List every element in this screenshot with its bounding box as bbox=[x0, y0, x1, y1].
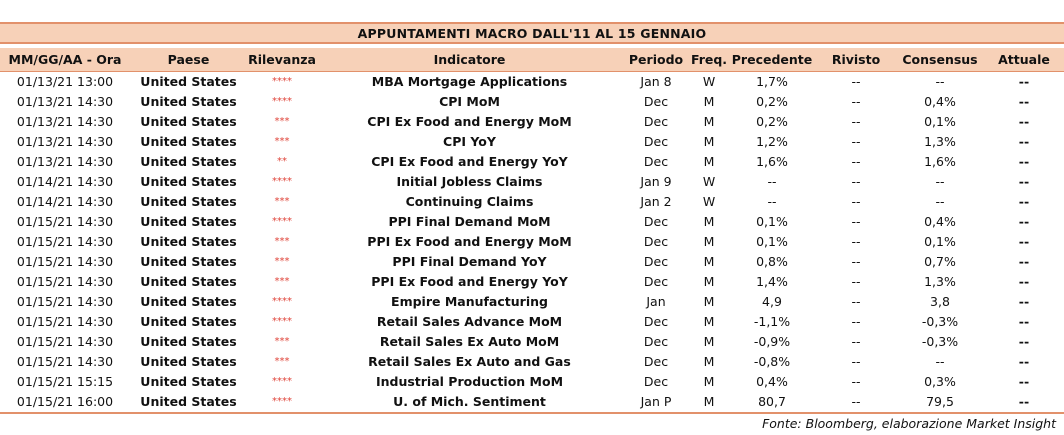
cell-revised: -- bbox=[851, 134, 861, 149]
cell-period: Dec bbox=[643, 94, 669, 109]
cell-previous: 0,2% bbox=[756, 114, 788, 129]
header-indicator: Indicatore bbox=[433, 52, 506, 67]
cell-date: 01/15/21 14:30 bbox=[16, 234, 114, 249]
header-country: Paese bbox=[167, 52, 210, 67]
cell-actual: -- bbox=[1018, 94, 1030, 109]
cell-country: United States bbox=[140, 134, 237, 149]
cell-country: United States bbox=[140, 94, 237, 109]
cell-period: Dec bbox=[643, 254, 669, 269]
cell-actual: -- bbox=[1018, 174, 1030, 189]
cell-period: Dec bbox=[643, 274, 669, 289]
cell-date: 01/15/21 14:30 bbox=[16, 294, 114, 309]
cell-consensus: 79,5 bbox=[926, 394, 954, 409]
cell-date: 01/13/21 14:30 bbox=[16, 154, 114, 169]
table-row bbox=[0, 132, 1064, 152]
cell-consensus: 0,1% bbox=[924, 234, 956, 249]
cell-freq: M bbox=[703, 94, 715, 109]
cell-revised: -- bbox=[851, 154, 861, 169]
cell-relevance-stars: **** bbox=[272, 396, 292, 407]
cell-previous: 1,7% bbox=[756, 74, 788, 89]
cell-freq: M bbox=[703, 154, 715, 169]
cell-actual: -- bbox=[1018, 114, 1030, 129]
cell-freq: M bbox=[703, 314, 715, 329]
cell-date: 01/14/21 14:30 bbox=[16, 194, 114, 209]
cell-relevance-stars: ** bbox=[277, 156, 287, 167]
table-body bbox=[0, 72, 1064, 414]
cell-relevance-stars: *** bbox=[274, 236, 290, 247]
cell-period: Dec bbox=[643, 334, 669, 349]
cell-date: 01/13/21 14:30 bbox=[16, 94, 114, 109]
cell-indicator: CPI MoM bbox=[439, 94, 500, 109]
cell-freq: M bbox=[703, 254, 715, 269]
cell-actual: -- bbox=[1018, 334, 1030, 349]
cell-relevance-stars: *** bbox=[274, 136, 290, 147]
cell-indicator: PPI Final Demand YoY bbox=[392, 254, 547, 269]
table-row bbox=[0, 232, 1064, 252]
cell-revised: -- bbox=[851, 334, 861, 349]
cell-consensus: 1,3% bbox=[924, 134, 956, 149]
cell-relevance-stars: **** bbox=[272, 376, 292, 387]
cell-revised: -- bbox=[851, 214, 861, 229]
cell-period: Jan 9 bbox=[640, 174, 672, 189]
cell-revised: -- bbox=[851, 374, 861, 389]
cell-date: 01/13/21 13:00 bbox=[16, 74, 114, 89]
cell-period: Jan bbox=[646, 294, 666, 309]
table-row bbox=[0, 332, 1064, 352]
cell-date: 01/15/21 15:15 bbox=[16, 374, 114, 389]
cell-relevance-stars: *** bbox=[274, 356, 290, 367]
cell-period: Dec bbox=[643, 314, 669, 329]
cell-country: United States bbox=[140, 354, 237, 369]
cell-consensus: 0,1% bbox=[924, 114, 956, 129]
table-row bbox=[0, 212, 1064, 232]
table-row bbox=[0, 252, 1064, 272]
table-row bbox=[0, 372, 1064, 392]
table-row bbox=[0, 72, 1064, 92]
cell-country: United States bbox=[140, 154, 237, 169]
cell-actual: -- bbox=[1018, 194, 1030, 209]
cell-indicator: PPI Ex Food and Energy YoY bbox=[371, 274, 568, 289]
cell-consensus: 1,6% bbox=[924, 154, 956, 169]
cell-consensus: -0,3% bbox=[921, 314, 959, 329]
header-relevance: Rilevanza bbox=[248, 52, 316, 67]
table-row bbox=[0, 292, 1064, 312]
cell-previous: -1,1% bbox=[753, 314, 791, 329]
cell-revised: -- bbox=[851, 174, 861, 189]
cell-relevance-stars: **** bbox=[272, 76, 292, 87]
cell-indicator: CPI Ex Food and Energy MoM bbox=[367, 114, 572, 129]
cell-previous: 1,4% bbox=[756, 274, 788, 289]
cell-date: 01/14/21 14:30 bbox=[16, 174, 114, 189]
cell-consensus: 0,4% bbox=[924, 214, 956, 229]
cell-country: United States bbox=[140, 234, 237, 249]
cell-revised: -- bbox=[851, 94, 861, 109]
cell-relevance-stars: *** bbox=[274, 196, 290, 207]
cell-country: United States bbox=[140, 74, 237, 89]
cell-indicator: MBA Mortgage Applications bbox=[371, 74, 568, 89]
cell-relevance-stars: *** bbox=[274, 276, 290, 287]
header-revised: Rivisto bbox=[831, 52, 881, 67]
cell-previous: 4,9 bbox=[762, 294, 782, 309]
table-row bbox=[0, 172, 1064, 192]
cell-date: 01/15/21 14:30 bbox=[16, 314, 114, 329]
cell-relevance-stars: *** bbox=[274, 256, 290, 267]
cell-date: 01/15/21 14:30 bbox=[16, 334, 114, 349]
cell-date: 01/13/21 14:30 bbox=[16, 114, 114, 129]
cell-freq: W bbox=[702, 194, 716, 209]
table-row bbox=[0, 192, 1064, 212]
source-note: Fonte: Bloomberg, elaborazione Market Insight bbox=[762, 416, 1056, 431]
cell-revised: -- bbox=[851, 194, 861, 209]
cell-actual: -- bbox=[1018, 354, 1030, 369]
cell-indicator: Continuing Claims bbox=[405, 194, 534, 209]
cell-indicator: CPI Ex Food and Energy YoY bbox=[371, 154, 568, 169]
header-consensus: Consensus bbox=[902, 52, 978, 67]
cell-previous: 0,1% bbox=[756, 234, 788, 249]
cell-consensus: -- bbox=[935, 174, 945, 189]
cell-freq: M bbox=[703, 134, 715, 149]
cell-freq: M bbox=[703, 354, 715, 369]
cell-actual: -- bbox=[1018, 134, 1030, 149]
cell-indicator: PPI Final Demand MoM bbox=[388, 214, 551, 229]
cell-revised: -- bbox=[851, 254, 861, 269]
cell-relevance-stars: **** bbox=[272, 96, 292, 107]
cell-previous: 0,2% bbox=[756, 94, 788, 109]
cell-date: 01/15/21 14:30 bbox=[16, 254, 114, 269]
cell-country: United States bbox=[140, 374, 237, 389]
cell-freq: M bbox=[703, 334, 715, 349]
cell-country: United States bbox=[140, 314, 237, 329]
cell-previous: 0,1% bbox=[756, 214, 788, 229]
cell-consensus: -- bbox=[935, 74, 945, 89]
table-row bbox=[0, 312, 1064, 332]
cell-previous: -- bbox=[767, 174, 777, 189]
cell-period: Dec bbox=[643, 114, 669, 129]
cell-date: 01/15/21 14:30 bbox=[16, 274, 114, 289]
cell-date: 01/15/21 14:30 bbox=[16, 354, 114, 369]
cell-period: Dec bbox=[643, 134, 669, 149]
cell-consensus: -- bbox=[935, 354, 945, 369]
cell-actual: -- bbox=[1018, 274, 1030, 289]
cell-consensus: 3,8 bbox=[930, 294, 950, 309]
cell-period: Jan 8 bbox=[640, 74, 672, 89]
cell-actual: -- bbox=[1018, 74, 1030, 89]
cell-revised: -- bbox=[851, 394, 861, 409]
cell-freq: W bbox=[702, 174, 716, 189]
cell-indicator: Retail Sales Advance MoM bbox=[376, 314, 563, 329]
cell-previous: -0,9% bbox=[753, 334, 791, 349]
table-row bbox=[0, 112, 1064, 132]
cell-country: United States bbox=[140, 254, 237, 269]
cell-previous: 80,7 bbox=[758, 394, 786, 409]
cell-relevance-stars: *** bbox=[274, 116, 290, 127]
cell-actual: -- bbox=[1018, 214, 1030, 229]
cell-country: United States bbox=[140, 194, 237, 209]
cell-relevance-stars: **** bbox=[272, 316, 292, 327]
cell-consensus: 0,3% bbox=[924, 374, 956, 389]
cell-actual: -- bbox=[1018, 374, 1030, 389]
cell-indicator: Retail Sales Ex Auto MoM bbox=[379, 334, 560, 349]
cell-period: Dec bbox=[643, 354, 669, 369]
header-date: MM/GG/AA - Ora bbox=[8, 52, 122, 67]
cell-consensus: -- bbox=[935, 194, 945, 209]
cell-period: Dec bbox=[643, 234, 669, 249]
cell-country: United States bbox=[140, 114, 237, 129]
cell-actual: -- bbox=[1018, 234, 1030, 249]
table-title: APPUNTAMENTI MACRO DALL'11 AL 15 GENNAIO bbox=[0, 22, 1064, 44]
header-previous: Precedente bbox=[731, 52, 813, 67]
cell-relevance-stars: *** bbox=[274, 336, 290, 347]
table-row bbox=[0, 392, 1064, 414]
cell-relevance-stars: **** bbox=[272, 176, 292, 187]
cell-country: United States bbox=[140, 274, 237, 289]
cell-period: Dec bbox=[643, 214, 669, 229]
cell-indicator: U. of Mich. Sentiment bbox=[393, 394, 546, 409]
cell-revised: -- bbox=[851, 314, 861, 329]
cell-previous: 0,8% bbox=[756, 254, 788, 269]
cell-actual: -- bbox=[1018, 294, 1030, 309]
cell-indicator: Empire Manufacturing bbox=[391, 294, 548, 309]
cell-freq: M bbox=[703, 234, 715, 249]
cell-indicator: CPI YoY bbox=[443, 134, 496, 149]
cell-consensus: -0,3% bbox=[921, 334, 959, 349]
cell-indicator: Retail Sales Ex Auto and Gas bbox=[368, 354, 571, 369]
header-actual: Attuale bbox=[998, 52, 1050, 67]
table-row bbox=[0, 272, 1064, 292]
cell-revised: -- bbox=[851, 354, 861, 369]
cell-previous: 1,6% bbox=[756, 154, 788, 169]
cell-relevance-stars: **** bbox=[272, 296, 292, 307]
cell-date: 01/13/21 14:30 bbox=[16, 134, 114, 149]
cell-revised: -- bbox=[851, 274, 861, 289]
table-header-row bbox=[0, 48, 1064, 72]
cell-freq: M bbox=[703, 294, 715, 309]
header-period: Periodo bbox=[628, 52, 684, 67]
cell-period: Jan P bbox=[640, 394, 672, 409]
cell-freq: M bbox=[703, 214, 715, 229]
cell-country: United States bbox=[140, 294, 237, 309]
cell-revised: -- bbox=[851, 234, 861, 249]
cell-period: Dec bbox=[643, 374, 669, 389]
cell-previous: -0,8% bbox=[753, 354, 791, 369]
table-row bbox=[0, 92, 1064, 112]
cell-freq: M bbox=[703, 394, 715, 409]
table-row bbox=[0, 352, 1064, 372]
cell-freq: M bbox=[703, 274, 715, 289]
cell-consensus: 1,3% bbox=[924, 274, 956, 289]
cell-revised: -- bbox=[851, 294, 861, 309]
header-freq: Freq. bbox=[690, 52, 728, 67]
cell-freq: M bbox=[703, 374, 715, 389]
cell-country: United States bbox=[140, 394, 237, 409]
cell-actual: -- bbox=[1018, 254, 1030, 269]
cell-consensus: 0,7% bbox=[924, 254, 956, 269]
cell-period: Jan 2 bbox=[640, 194, 672, 209]
cell-previous: 0,4% bbox=[756, 374, 788, 389]
cell-indicator: Industrial Production MoM bbox=[375, 374, 564, 389]
cell-country: United States bbox=[140, 174, 237, 189]
cell-actual: -- bbox=[1018, 314, 1030, 329]
cell-actual: -- bbox=[1018, 154, 1030, 169]
cell-relevance-stars: **** bbox=[272, 216, 292, 227]
cell-previous: -- bbox=[767, 194, 777, 209]
cell-period: Dec bbox=[643, 154, 669, 169]
table-row bbox=[0, 152, 1064, 172]
cell-revised: -- bbox=[851, 74, 861, 89]
cell-actual: -- bbox=[1018, 394, 1030, 409]
cell-freq: W bbox=[702, 74, 716, 89]
cell-freq: M bbox=[703, 114, 715, 129]
cell-date: 01/15/21 16:00 bbox=[16, 394, 114, 409]
cell-indicator: Initial Jobless Claims bbox=[396, 174, 543, 189]
cell-indicator: PPI Ex Food and Energy MoM bbox=[367, 234, 572, 249]
cell-revised: -- bbox=[851, 114, 861, 129]
cell-previous: 1,2% bbox=[756, 134, 788, 149]
cell-date: 01/15/21 14:30 bbox=[16, 214, 114, 229]
cell-consensus: 0,4% bbox=[924, 94, 956, 109]
cell-country: United States bbox=[140, 334, 237, 349]
cell-country: United States bbox=[140, 214, 237, 229]
